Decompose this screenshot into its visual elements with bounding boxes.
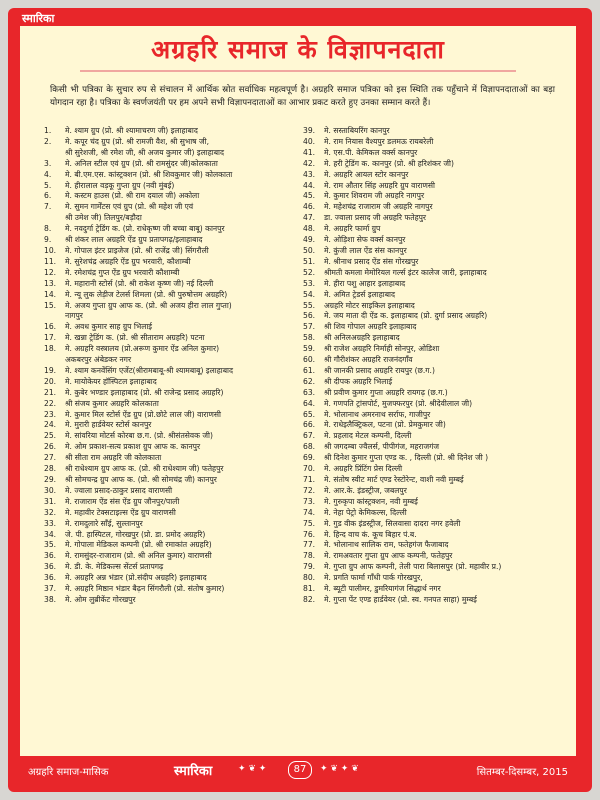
ornament-icon: ✦ ❦ ✦ [238, 764, 267, 774]
item-text: मे. डी. के. मेडिकल्स सेंटर्स प्रतापगढ़ [65, 562, 164, 572]
item-number: 25. [44, 431, 57, 441]
item-number: 30. [44, 485, 57, 495]
item-number: 18. [44, 344, 57, 354]
item-number: 78. [303, 551, 316, 561]
list-item [303, 268, 573, 279]
item-text: श्री अनिलअग्रहरि इलाहाबाद [324, 333, 400, 343]
item-text: मे. महारानी स्टोर्स (प्रो. श्री राकेश कृष्ण जी) नई दिल्ली [65, 278, 214, 288]
list-item [44, 170, 304, 181]
list-item [44, 584, 304, 595]
item-text: मे. अग्रहरि आयल स्टोर कानपुर [324, 169, 409, 179]
item-text: मे. ज्वाला प्रसाद-ठाकुर प्रसाद वाराणसी [65, 485, 173, 495]
list-item [303, 322, 573, 333]
item-text: मे. खन्ना ट्रेडिंग क. (प्रो. श्री सीताराम अग्रहरि) पटना [65, 333, 205, 343]
item-number: 12. [44, 267, 57, 277]
item-text: मे. नेहा पेट्रो केमिकल्स, दिल्ली [324, 507, 407, 517]
item-text: श्री सीता राम अग्रहरि जी कोलकाता [65, 453, 162, 463]
list-item [303, 464, 573, 475]
list-item [303, 224, 573, 235]
item-text: मे. अग्रहरि फार्मा ग्रुप [324, 224, 381, 234]
item-continuation: श्री सुरेशजी, श्री रमेश जी, श्री अजय कुमार जी) इलाहाबाद [65, 147, 225, 157]
item-number: 77. [303, 540, 316, 550]
footer-publication: अग्रहरि समाज-मासिक [28, 767, 109, 778]
item-text: श्रीमती कमला मेमोरियल गर्ल्स इंटर कालेज जारी, इलाहाबाद [324, 267, 487, 277]
item-number: 63. [303, 387, 316, 397]
list-item [44, 519, 304, 530]
item-text: मे. गोपाला मेडिकल कम्पनी (प्रो. श्री रमाकांत अग्रहरि) [65, 540, 212, 550]
list-item [303, 551, 573, 562]
item-text: श्री जगदम्बा ज्वैलर्स, पीपीगंज, महराजगंज [324, 442, 440, 452]
list-item [44, 410, 304, 421]
item-number: 52. [303, 267, 316, 277]
item-text: श्री शंकर लाल अग्रहरि ऐंड ग्रुप प्रतापगढ़/इलाहाबाद [65, 235, 203, 245]
item-number: 15. [44, 300, 57, 310]
item-text: मे. नवदुर्गा ट्रेडिंग क. (प्रो. राधेकृष्ण जी बच्चा बाबू) कानपुर [65, 224, 225, 234]
item-text: मे. गुरुकृपा कांस्ट्रक्शन, नवी मुम्बई [324, 496, 418, 506]
item-number: 66. [303, 420, 316, 430]
list-item [303, 486, 573, 497]
list-item [44, 235, 304, 246]
item-number: 7. [44, 202, 52, 212]
item-text: मे. ब्यूटी पालीमर, डुमरियागंज सिद्धार्थ नगर [324, 584, 441, 594]
list-item [303, 355, 573, 366]
list-item [44, 137, 304, 148]
list-item [303, 410, 573, 421]
item-number: 70. [303, 464, 316, 474]
list-item [303, 573, 573, 584]
item-text: मे. सुरेशचंद्र अग्रहरि ऐंड ग्रुप भरवारी, कौशाम्बी [65, 256, 191, 266]
item-text: श्री दिनेश कुमार गुप्ता एण्ड क. , दिल्ली (प्रो. श्री दिनेश जी ) [324, 453, 489, 463]
list-item [44, 246, 304, 257]
item-number: 68. [303, 442, 316, 452]
item-text: मे. कुंजी लाल ऐंड संस कानपुर [324, 245, 407, 255]
item-number: 31. [44, 496, 57, 506]
item-number: 76. [303, 529, 316, 539]
item-number: 34. [44, 529, 57, 539]
item-text: मे. राम नियास वैश्यपुर डलमऊ रायबरेली [324, 136, 434, 146]
item-number: 3. [44, 158, 52, 168]
list-item [44, 322, 304, 333]
list-item [44, 453, 304, 464]
item-number: 48. [303, 224, 316, 234]
item-number: 49. [303, 235, 316, 245]
item-text: मे. राधेइलैक्ट्रिकल, पटना (प्रो. प्रेमकुमार जी) [324, 420, 446, 430]
item-text: मे. ओम लुब्रीकेंट गोरखपुर [65, 594, 136, 604]
list-item [44, 497, 304, 508]
item-number: 4. [44, 169, 52, 179]
item-text: मे. अजय गुप्ता ग्रुप आफ क. (प्रो. श्री अजय हीरा लाल गुप्ता) [65, 300, 232, 310]
item-number: 21. [44, 387, 57, 397]
item-number: 69. [303, 453, 316, 463]
item-text: मे. रमेशचंद्र गुप्त ऐंड ग्रुप भरवारी कौशाम्बी [65, 267, 180, 277]
list-item [303, 508, 573, 519]
list-item [303, 170, 573, 181]
footer-date: सितम्बर-दिसम्बर, 2015 [476, 767, 568, 778]
list-item [44, 431, 304, 442]
item-number: 8. [44, 224, 52, 234]
list-item [44, 202, 304, 213]
list-item [303, 399, 573, 410]
item-number: 71. [303, 475, 316, 484]
item-number: 36. [44, 562, 57, 572]
item-text: मे. एस.पी. केमिकल वर्क्स कानपुर [324, 147, 418, 157]
list-item [44, 508, 304, 519]
item-number: 58. [303, 333, 316, 343]
list-item [44, 366, 304, 377]
item-text: मे. महेशचंद्र राजाराम जी अग्रहरि नागपुर [324, 202, 433, 212]
item-number: 64. [303, 398, 316, 408]
item-text: मे. गुप्ता ग्रुप आफ कम्पनी, तेली पारा बिलासपुर (प्रो. महावीर प्र.) [324, 562, 502, 572]
item-number: 32. [44, 507, 57, 517]
item-text: मे. रामअवतार गुप्ता ग्रुप आफ कम्पनी, फतेहपुर [324, 551, 453, 561]
list-item [44, 268, 304, 279]
list-item [303, 191, 573, 202]
list-item [44, 551, 304, 562]
footer-bar [20, 759, 576, 783]
item-text: मे. भोलानाथ अमरनाथ सर्राफ, गाजीपुर [324, 409, 431, 419]
list-item [44, 530, 304, 541]
list-item [303, 442, 573, 453]
item-number: 38. [44, 594, 57, 604]
item-number: 67. [303, 431, 316, 441]
header-label: स्मारिका [22, 12, 55, 25]
item-number: 1. [44, 126, 52, 135]
list-item [44, 159, 304, 170]
item-number: 10. [44, 245, 57, 255]
item-number: 23. [44, 409, 57, 419]
item-number: 22. [44, 398, 57, 408]
list-item [303, 257, 573, 268]
item-text: मे. कुबेर भण्डार इलाहाबाद (प्रो. श्री राजेन्द्र प्रसाद अग्रहरि) [65, 387, 224, 397]
item-number: 51. [303, 256, 316, 266]
item-number: 82. [303, 594, 316, 604]
item-number: 60. [303, 355, 316, 365]
list-item [44, 573, 304, 584]
item-text: जे. पी. हास्पिटल, गोरखपुर (प्रो. डा. प्रमोद अग्रहरि) [65, 529, 206, 539]
item-number: 26. [44, 442, 57, 452]
page-title: अग्रहरि समाज के विज्ञापनदाता [151, 35, 445, 64]
item-text: मे. न्यू लुक लेड़ीज टेलर्स शिमला (प्रो. श्री पुरुषोत्तम अग्रहरि) [65, 289, 228, 299]
list-item [44, 344, 304, 355]
list-item [303, 301, 573, 312]
item-number: 41. [303, 147, 316, 157]
item-number: 59. [303, 344, 316, 354]
item-text: मे. रामसुंदर-राजाराम (प्रो. श्री अनिल कुमार) वाराणसी [65, 551, 212, 561]
item-number: 81. [303, 584, 316, 594]
item-text: मे. कुमार मिल स्टोर्स ऐंड ग्रुप (प्रो.छोटे लाल जी) वाराणसी [65, 409, 221, 419]
list-item [303, 540, 573, 551]
item-text: मे. आर.के. इंडस्ट्रीज, जबलपुर [324, 485, 407, 495]
item-number: 6. [44, 191, 52, 201]
item-text: मे. बी.एम.एस. कांस्ट्रक्शन (प्रो. श्री शिवकुमार जी) कोलकाता [65, 169, 233, 179]
item-text: मे. अग्रहरि प्रिंटिंग प्रेस दिल्ली [324, 464, 403, 474]
item-continuation: अकबरपुर अंबेडकर नगर [65, 355, 132, 365]
item-text: मे. जय माता दी ऐंड क. इलाहाबाद (प्रो. दुर्गा प्रसाद अग्रहरि) [324, 311, 488, 321]
intro-paragraph: किसी भी पत्रिका के सुचार रुप से संचालन में आर्थिक स्रोत सर्वाधिक महत्वपूर्ण है। अग्रहरि समाज पत्रिका को इस स्थिति तक पहुँचाने में विज्ञापनदाताओं का बड़ा योगदान रहा है। पत्रिका के स्वर्णजयंती पर हम अपने सभी विज्ञापनदाताओं का आभार प्रकट करते हुए उनका सम्मान करते हैं। [50, 85, 555, 108]
item-text: श्री गौरीशंकर अग्रहरि राजनंदगाँव [324, 355, 413, 365]
item-text: श्री दीपक अग्रहरि भिलाई [324, 376, 393, 386]
item-text: मे. सांवरिया मोटर्स कोरबा छ.ग. (प्रो. श्रीसंतसेवक जी) [65, 431, 213, 441]
list-item [303, 148, 573, 159]
list-item [303, 562, 573, 573]
list-item [44, 595, 304, 606]
item-number: 65. [303, 409, 316, 419]
item-number: 45. [303, 191, 316, 201]
list-item [303, 159, 573, 170]
item-number: 35. [44, 540, 57, 550]
list-item [44, 486, 304, 497]
advertiser-list-right [303, 126, 573, 606]
item-continuation: श्री उमेश जी) तिलपुर/बड़ौदा [65, 213, 142, 223]
list-item [44, 181, 304, 192]
item-text: मे. अग्रहरि वस्त्रालय (प्रो.अरूण कुमार ऐंड अनिल कुमार) [65, 344, 220, 354]
list-item [44, 399, 304, 410]
item-number: 73. [303, 496, 316, 506]
item-text: मे. अग्रहरि अन्न भंडार (प्रो.संदीप अग्रहरि) इलाहाबाद [65, 573, 207, 583]
item-text: मे. राजाराम ऐंड संस ऐंड ग्रुप जौनपुर/पाली [65, 496, 180, 506]
item-number: 56. [303, 311, 316, 321]
advertiser-list-left [44, 126, 304, 606]
item-number: 5. [44, 180, 52, 190]
item-number: 27. [44, 453, 57, 463]
list-item [303, 388, 573, 399]
item-number: 2. [44, 136, 52, 146]
item-continuation: नागपुर [65, 311, 83, 321]
list-item [303, 344, 573, 355]
list-item [303, 279, 573, 290]
list-item [44, 388, 304, 399]
list-item [303, 235, 573, 246]
item-text: मे. संतोष स्वीट मार्ट एण्ड रेस्टोरेन्ट, वाशी नवी मुम्बई [324, 475, 464, 484]
item-text: श्री राधेश्याम ग्रुप आफ क. (प्रो. श्री राधेश्याम जी) फतेहपुर [65, 464, 224, 474]
list-item [44, 333, 304, 344]
list-item [303, 202, 573, 213]
item-number: 42. [303, 158, 316, 168]
item-text: मे. प्रहलाद मेटल कम्पनी, दिल्ली [324, 431, 412, 441]
item-number: 79. [303, 562, 316, 572]
item-number: 36. [44, 573, 57, 583]
list-item [44, 540, 304, 551]
list-item [303, 333, 573, 344]
list-item [44, 464, 304, 475]
list-item [303, 595, 573, 606]
list-item [44, 290, 304, 301]
item-number: 57. [303, 322, 316, 332]
item-number: 47. [303, 213, 316, 223]
list-item [303, 497, 573, 508]
item-text: श्री जानकी प्रसाद अग्रहरि रायपुर (छ.ग.) [324, 365, 435, 375]
item-text: मे. गणपति ट्रांसपोर्ट, मुजफ्फरपुर (प्रो. श्रीदेवीलाल जी) [324, 398, 473, 408]
list-item [303, 530, 573, 541]
list-item [44, 562, 304, 573]
item-text: मे. ओड़िशा सेफ वर्क्स कानपुर [324, 235, 406, 245]
list-item [44, 224, 304, 235]
item-text: मे. रामदुलारे साँई, सुल्तानपुर [65, 518, 143, 528]
item-text: मे. हरी ट्रेडिंग क. कानपुर (प्रो. श्री हरिशंकर जी) [324, 158, 454, 168]
list-item [44, 475, 304, 486]
list-item [303, 519, 573, 530]
item-number: 74. [303, 507, 316, 517]
title-underline [80, 70, 516, 72]
item-text: मे. मायोकेयर हॉस्पिटल इलाहाबाद [65, 376, 157, 386]
list-item [303, 377, 573, 388]
item-text: मे. कपूर चंद ग्रुप (प्रो. श्री रामजी वैश, श्री सुभाष जी, [65, 136, 210, 146]
item-text: मे. हीरालाल वड़कू गुप्ता ग्रुप (नवी मुंबई) [65, 180, 175, 190]
list-item [303, 126, 573, 137]
item-number: 72. [303, 485, 316, 495]
item-number: 46. [303, 202, 316, 212]
item-number: 62. [303, 376, 316, 386]
item-number: 54. [303, 289, 316, 299]
list-item [44, 420, 304, 431]
list-item [303, 366, 573, 377]
item-text: मे. अग्रहरि मिष्ठान भंडार बैढ़न सिंगरौली (प्रो. संतोष कुमार) [65, 584, 225, 594]
item-number: 24. [44, 420, 57, 430]
item-number: 44. [303, 180, 316, 190]
item-text: मे. गुप्ता पेंट एण्ड हार्डवेयर (प्रो. स्व. गनपत साहा) मुम्बई [324, 594, 477, 604]
item-number: 37. [44, 584, 57, 594]
list-item [44, 279, 304, 290]
item-number: 29. [44, 475, 57, 484]
item-number: 36. [44, 551, 57, 561]
list-item [303, 431, 573, 442]
item-number: 16. [44, 322, 57, 332]
item-text: मे. भोलानाथ सालिक राम, फतेहगंज फैजाबाद [324, 540, 449, 550]
item-number: 40. [303, 136, 316, 146]
item-text: श्री संजय कुमार अग्रहरि कोलकाता [65, 398, 159, 408]
item-number: 20. [44, 376, 57, 386]
item-text: मे. कुमार शिवराम जी अग्रहरि नागपुर [324, 191, 425, 201]
item-text: मे. अवध कुमार साह ग्रुप भिलाई [65, 322, 153, 332]
list-item [303, 213, 573, 224]
footer-title: स्मारिका [174, 764, 213, 779]
item-text: मे. महावीर टेक्सटाइल्स ऐंड ग्रुप वाराणसी [65, 507, 176, 517]
item-text: मे. श्याम ग्रुप (प्रो. श्री श्यामाचरण जी) इलाहाबाद [65, 126, 198, 135]
item-number: 28. [44, 464, 57, 474]
list-item [44, 126, 304, 137]
list-item [303, 584, 573, 595]
list-item [44, 191, 304, 202]
item-text: मे. सुमन गार्मेंटस एवं ग्रुप (प्रो. श्री महेश जी एवं [65, 202, 194, 212]
list-item [303, 181, 573, 192]
item-number: 11. [44, 256, 57, 266]
item-text: मे. प्रगति फार्मा गाँधी पार्क गोरखपुर, [324, 573, 423, 583]
list-item [303, 420, 573, 431]
list-item [303, 453, 573, 464]
item-number: 50. [303, 245, 316, 255]
item-number: 33. [44, 518, 57, 528]
list-item [44, 442, 304, 453]
list-item [303, 137, 573, 148]
item-text: मे. अमित ट्रेडर्स इलाहाबाद [324, 289, 396, 299]
item-number: 53. [303, 278, 316, 288]
item-text: मे. कस्टम हाउस (प्रो. श्री राम दयाल जी) अकोला [65, 191, 200, 201]
item-text: श्री शिव गोपाल अग्रहरि इलाहाबाद [324, 322, 417, 332]
item-number: 43. [303, 169, 316, 179]
item-number: 14. [44, 289, 57, 299]
list-item [44, 377, 304, 388]
item-text: मे. राम औतार सिंह अग्रहरि ग्रुप वाराणसी [324, 180, 435, 190]
item-number: 55. [303, 300, 316, 310]
list-item [303, 246, 573, 257]
item-text: अग्रहरि मोटर साइकिल इलाहाबाद [324, 300, 415, 310]
item-text: श्री प्रवीण कुमार गुप्ता अग्रहरि रायगढ़ (छ.ग.) [324, 387, 448, 397]
item-text: मे. मुरारी हार्डवेयर स्टोर्स कानपुर [65, 420, 152, 430]
item-number: 19. [44, 365, 57, 375]
item-text: मे. हिन्द वाच कं. कूच बिहार पं.ब. [324, 529, 417, 539]
item-number: 61. [303, 365, 316, 375]
page-number: 87 [288, 761, 312, 779]
item-text: मे. गुड वीक इंडस्ट्रीज, सिलवासा दादरा नगर हवेली [324, 518, 461, 528]
item-text: मे. श्याम कनवेंसिंग एजेंट(श्रीरामबाबू-श्री श्यामबाबू) इलाहाबाद [65, 365, 234, 375]
item-text: मे. सस्ताबियरिंग कानपुर [324, 126, 390, 135]
item-number: 75. [303, 518, 316, 528]
item-text: डा. ज्वाला प्रसाद जी अग्रहरि फतेहपुर [324, 213, 427, 223]
item-number: 80. [303, 573, 316, 583]
item-number: 13. [44, 278, 57, 288]
ornament-icon: ✦ ❦ ✦ ❦ [320, 764, 359, 774]
list-item [303, 311, 573, 322]
item-number: 9. [44, 235, 52, 245]
list-item [303, 290, 573, 301]
content-panel [20, 26, 576, 756]
item-text: मे. हीरा पशु आहार इलाहाबाद [324, 278, 406, 288]
item-text: मे. अनिल स्टील एवं ग्रुप (प्रो. श्री रामसुंदर जी)कोलकाता [65, 158, 218, 168]
list-item [44, 301, 304, 312]
item-text: मे. ओम प्रकाश-सत्य प्रकाश ग्रुप आफ क. कानपुर [65, 442, 201, 452]
item-number: 39. [303, 126, 316, 135]
item-text: श्री सोमचन्द्र ग्रुप आफ क. (प्रो. श्री सोमचंद्र जी) कानपुर [65, 475, 217, 484]
item-text: श्री राजेश अग्रहरि निर्माही सोनपुर, ओडिशा [324, 344, 440, 354]
list-item [44, 257, 304, 268]
item-number: 17. [44, 333, 57, 343]
item-text: मे. गोपाल इंटर प्राइजेज (प्रो. श्री राजेंद्र जी) सिंगरौली [65, 245, 209, 255]
item-text: मे. श्रीनाथ प्रसाद ऐंड संस गोरखपुर [324, 256, 419, 266]
list-item [303, 475, 573, 486]
